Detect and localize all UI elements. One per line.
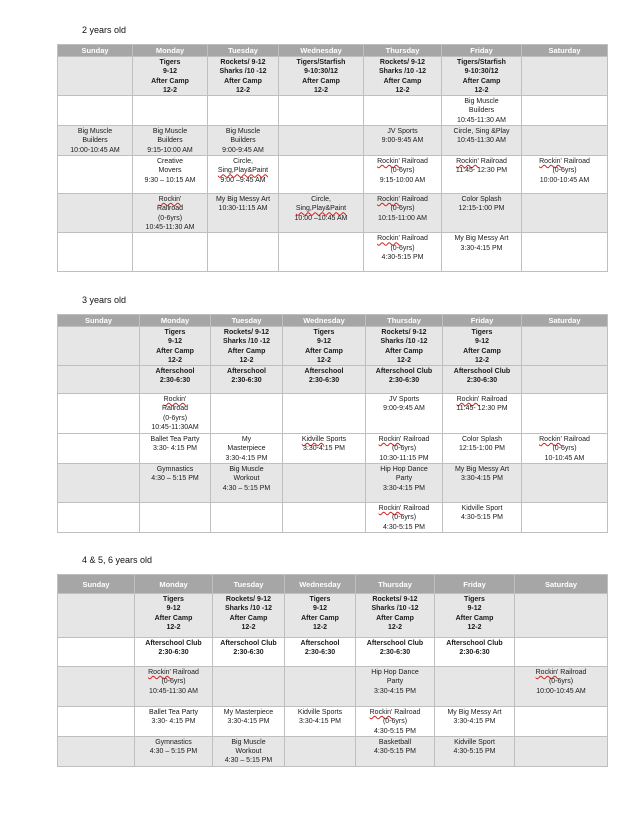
schedule-cell <box>211 464 283 503</box>
schedule-cell <box>443 464 522 503</box>
schedule-cell <box>58 707 135 737</box>
schedule-cell <box>135 638 213 667</box>
class-entry: Rockin' Railroad (0-6yrs) 10:15-11:00 AM <box>377 196 428 222</box>
day-header-tuesday: Tuesday <box>213 575 285 594</box>
class-entry: Tigers 9-12 After Camp 12-2 <box>455 596 494 631</box>
class-entry: Rockin' Railroad (0-6yrs) 4:30-5:15 PM <box>369 709 421 735</box>
day-header-saturday: Saturday <box>515 575 608 594</box>
schedule-row <box>58 594 608 638</box>
schedule-cell <box>515 707 608 737</box>
day-header-sunday: Sunday <box>58 45 133 57</box>
schedule-cell <box>366 503 443 533</box>
schedule-row <box>58 394 608 434</box>
schedule-cell <box>364 156 442 194</box>
schedule-cell <box>58 464 140 503</box>
header-row <box>58 45 608 57</box>
schedule-cell <box>208 126 279 156</box>
schedule-cell <box>58 434 140 464</box>
class-entry: Rockin' Railroad (0-6yrs) 4:30-5:15 PM <box>377 235 428 261</box>
schedule-cell <box>515 667 608 707</box>
schedule-cell <box>213 707 285 737</box>
schedule-cell <box>133 156 208 194</box>
schedule-cell <box>279 96 364 126</box>
schedule-cell <box>364 233 442 272</box>
class-entry: Afterschool 2:30-6:30 <box>227 368 266 385</box>
class-entry: My Masterpiece 3:30-4:15 PM <box>225 436 268 462</box>
schedule-cell <box>208 233 279 272</box>
schedule-cell <box>443 394 522 434</box>
schedule-cell <box>140 327 211 366</box>
day-header-friday: Friday <box>435 575 515 594</box>
schedule-row <box>58 707 608 737</box>
header-row <box>58 315 608 327</box>
schedule-cell <box>211 434 283 464</box>
schedule-table <box>57 574 608 767</box>
schedule-cell <box>366 464 443 503</box>
schedule-cell <box>435 667 515 707</box>
schedule-cell <box>58 57 133 96</box>
schedule-cell <box>515 638 608 667</box>
class-entry: Hip Hop Dance Party 3:30-4:15 PM <box>380 466 428 492</box>
schedule-cell <box>442 126 522 156</box>
schedule-cell <box>140 366 211 394</box>
class-entry: Creative Movers 9:30 – 10:15 AM <box>144 158 196 184</box>
day-header-monday: Monday <box>135 575 213 594</box>
schedule-cell <box>211 503 283 533</box>
class-entry: Afterschool 2:30-6:30 <box>300 640 340 657</box>
schedule-cell <box>285 707 356 737</box>
schedule-cell <box>442 194 522 233</box>
schedule-cell <box>58 156 133 194</box>
class-entry: Kidville Sports 3:30-4:15 PM <box>301 436 347 453</box>
schedule-cell <box>279 126 364 156</box>
schedule-cell <box>356 667 435 707</box>
schedule-cell <box>364 194 442 233</box>
schedule-cell <box>133 126 208 156</box>
schedule-cell <box>135 707 213 737</box>
class-entry: JV Sports 9:00-9:45 AM <box>383 396 425 413</box>
class-entry: Rockin' Railroad 11:45- 12:30 PM <box>455 158 508 175</box>
schedule-cell <box>522 464 608 503</box>
schedule-row <box>58 434 608 464</box>
class-entry: Big Muscle Builders 10:45-11:30 AM <box>457 98 506 124</box>
schedule-cell <box>140 394 211 434</box>
schedule-cell <box>211 394 283 434</box>
class-entry: Afterschool Club 2:30-6:30 <box>220 640 277 657</box>
schedule-row <box>58 194 608 233</box>
schedule-row <box>58 667 608 707</box>
schedule-cell <box>522 233 608 272</box>
section-title: 3 years old <box>82 295 127 305</box>
day-header-monday: Monday <box>140 315 211 327</box>
class-entry: Tigers 9-12 After Camp 12-2 <box>154 596 193 631</box>
schedule-cell <box>140 434 211 464</box>
schedule-cell <box>356 638 435 667</box>
schedule-cell <box>133 96 208 126</box>
schedule-cell <box>213 736 285 766</box>
schedule-cell <box>58 327 140 366</box>
class-entry: My Big Messy Art 3:30-4:15 PM <box>454 235 509 252</box>
class-entry: Rockin' Railroad (0-6yrs) 10:30-11:15 PM <box>378 436 430 462</box>
schedule-cell <box>211 327 283 366</box>
schedule-cell <box>58 503 140 533</box>
day-header-thursday: Thursday <box>356 575 435 594</box>
schedule-cell <box>283 327 366 366</box>
day-header-wednesday: Wednesday <box>285 575 356 594</box>
schedule-cell <box>442 96 522 126</box>
class-entry: Ballet Tea Party 3:30- 4:15 PM <box>150 436 200 453</box>
schedule-cell <box>443 503 522 533</box>
day-header-saturday: Saturday <box>522 315 608 327</box>
schedule-cell <box>283 503 366 533</box>
day-header-friday: Friday <box>442 45 522 57</box>
class-entry: JV Sports 9:00-9:45 AM <box>381 128 424 145</box>
class-entry: Gymnastics 4:30 – 5:15 PM <box>151 466 199 483</box>
schedule-cell <box>58 233 133 272</box>
class-entry: Circle, Sing,Play&Paint 10:00 –10:45 AM <box>294 196 348 222</box>
class-entry: Hip Hop Dance Party 3:30-4:15 PM <box>371 669 419 695</box>
schedule-cell <box>522 434 608 464</box>
schedule-cell <box>279 233 364 272</box>
schedule-cell <box>435 707 515 737</box>
schedule-cell <box>140 503 211 533</box>
schedule-cell <box>283 434 366 464</box>
schedule-cell <box>279 156 364 194</box>
schedule-cell <box>515 594 608 638</box>
day-header-wednesday: Wednesday <box>283 315 366 327</box>
day-header-thursday: Thursday <box>364 45 442 57</box>
schedule-table <box>57 44 608 272</box>
schedule-cell <box>58 667 135 707</box>
schedule-cell <box>435 736 515 766</box>
class-entry: Rockets/ 9-12 Sharks /10 -12 After Camp 12-2 <box>219 59 267 94</box>
class-entry: Gymnastics 4:30 – 5:15 PM <box>149 738 198 756</box>
schedule-cell <box>522 194 608 233</box>
schedule-cell <box>366 327 443 366</box>
day-header-monday: Monday <box>133 45 208 57</box>
schedule-row <box>58 156 608 194</box>
schedule-cell <box>522 366 608 394</box>
schedule-cell <box>58 594 135 638</box>
schedule-cell <box>283 366 366 394</box>
schedule-cell <box>515 736 608 766</box>
class-entry: Afterschool 2:30-6:30 <box>304 368 344 385</box>
schedule-cell <box>366 394 443 434</box>
class-entry: Tigers 9-12 After Camp 12-2 <box>151 59 189 94</box>
class-entry: Rockets/ 9-12 Sharks /10 -12 After Camp 12-2 <box>380 329 428 364</box>
schedule-cell <box>208 96 279 126</box>
class-entry: Big Muscle Workout 4:30 – 5:15 PM <box>222 466 271 492</box>
schedule-cell <box>522 327 608 366</box>
class-entry: Afterschool Club 2:30-6:30 <box>446 640 503 657</box>
schedule-cell <box>442 156 522 194</box>
schedule-cell <box>443 366 522 394</box>
class-entry: Rockin' Railroad (0-6yrs) 10:45-11:30 AM <box>145 196 195 232</box>
class-entry: Tigers 9-12 After Camp 12-2 <box>305 329 343 364</box>
class-entry: Big Muscle Builders 10:00-10:45 AM <box>70 128 120 154</box>
schedule-cell <box>366 366 443 394</box>
class-entry: My Big Messy Art 10:30-11:15 AM <box>215 196 271 213</box>
class-entry: Kidville Sport 4:30-5:15 PM <box>460 505 504 522</box>
schedule-cell <box>58 736 135 766</box>
schedule-table <box>57 314 608 533</box>
schedule-cell <box>285 638 356 667</box>
class-entry: Afterschool 2:30-6:30 <box>155 368 195 385</box>
schedule-row <box>58 57 608 96</box>
schedule-cell <box>208 57 279 96</box>
schedule-cell <box>279 194 364 233</box>
schedule-cell <box>356 594 435 638</box>
schedule-cell <box>285 736 356 766</box>
schedule-cell <box>213 638 285 667</box>
schedule-cell <box>356 707 435 737</box>
schedule-cell <box>366 434 443 464</box>
schedule-cell <box>435 638 515 667</box>
day-header-sunday: Sunday <box>58 575 135 594</box>
class-entry: Rockin' Railroad (0-6yrs) 4:30-5:15 PM <box>378 505 430 531</box>
schedule-cell <box>285 667 356 707</box>
schedule-cell <box>58 194 133 233</box>
schedule-row <box>58 464 608 503</box>
schedule-cell <box>522 126 608 156</box>
class-entry: Rockets/ 9-12 Sharks /10 -12 After Camp 12-2 <box>378 59 427 94</box>
header-row <box>58 575 608 594</box>
class-entry: Rockets/ 9-12 Sharks /10 -12 After Camp 12-2 <box>371 596 419 631</box>
class-entry: Basketball 4:30-5:15 PM <box>373 738 417 756</box>
day-header-wednesday: Wednesday <box>279 45 364 57</box>
class-entry: Color Splash 12:15-1:00 PM <box>459 436 505 453</box>
day-header-sunday: Sunday <box>58 315 140 327</box>
schedule-cell <box>364 126 442 156</box>
class-entry: Rockin' Railroad (0-6yrs) 9:15-10:00 AM <box>377 158 428 184</box>
class-entry: Circle, Sing,Play&Paint 9:00 –9:45 AM <box>217 158 269 184</box>
class-entry: Tigers/Starfish 9-10:30/12 After Camp 12-2 <box>296 59 346 94</box>
schedule-row <box>58 503 608 533</box>
schedule-cell <box>435 594 515 638</box>
schedule-row <box>58 638 608 667</box>
day-header-friday: Friday <box>443 315 522 327</box>
class-entry: Big Muscle Workout 4:30 – 5:15 PM <box>224 738 273 765</box>
class-entry: Rockin' Railroad (0-6yrs) 10:45-11:30 AM <box>148 669 199 695</box>
schedule-cell <box>522 57 608 96</box>
schedule-cell <box>58 366 140 394</box>
class-entry: Tigers/Starfish 9-10:30/12 After Camp 12-2 <box>457 59 506 94</box>
schedule-cell <box>283 464 366 503</box>
class-entry: Kidville Sports 3:30-4:15 PM <box>297 709 343 726</box>
schedule-row <box>58 366 608 394</box>
schedule-cell <box>285 594 356 638</box>
class-entry: Rockets/ 9-12 Sharks /10 -12 After Camp 12-2 <box>222 329 271 364</box>
schedule-cell <box>133 57 208 96</box>
schedule-cell <box>283 394 366 434</box>
schedule-cell <box>213 594 285 638</box>
schedule-row <box>58 327 608 366</box>
schedule-cell <box>140 464 211 503</box>
day-header-tuesday: Tuesday <box>211 315 283 327</box>
schedule-cell <box>522 503 608 533</box>
class-entry: Rockin' Railroad (0-6yrs) 10-10:45 AM <box>539 436 590 462</box>
class-entry: Tigers 9-12 After Camp 12-2 <box>301 596 339 631</box>
schedule-cell <box>135 594 213 638</box>
schedule-cell <box>208 156 279 194</box>
class-entry: Kidville Sport 4:30-5:15 PM <box>453 738 496 756</box>
schedule-cell <box>133 233 208 272</box>
class-entry: Ballet Tea Party 3:30- 4:15 PM <box>149 709 198 726</box>
class-entry: Rockin' Railroad (0-6yrs) 10:00-10:45 AM <box>535 669 587 695</box>
class-entry: Rockets/ 9-12 Sharks /10 -12 After Camp 12-2 <box>224 596 273 631</box>
class-entry: Rockin' Railroad (0-6yrs) 10:45-11:30AM <box>151 396 199 432</box>
schedule-row <box>58 736 608 766</box>
schedule-cell <box>58 394 140 434</box>
class-entry: My Masterpiece 3:30-4:15 PM <box>223 709 274 726</box>
day-header-saturday: Saturday <box>522 45 608 57</box>
class-entry: Color Splash 12:15-1:00 PM <box>458 196 505 213</box>
class-entry: My Big Messy Art 3:30-4:15 PM <box>454 466 510 483</box>
schedule-cell <box>213 667 285 707</box>
schedule-cell <box>58 96 133 126</box>
schedule-cell <box>522 96 608 126</box>
schedule-row <box>58 233 608 272</box>
class-entry: Tigers 9-12 After Camp 12-2 <box>156 329 194 364</box>
schedule-cell <box>356 736 435 766</box>
schedule-cell <box>443 434 522 464</box>
schedule-cell <box>522 156 608 194</box>
schedule-row <box>58 96 608 126</box>
schedule-cell <box>279 57 364 96</box>
section-title: 2 years old <box>82 25 127 35</box>
class-entry: Afterschool Club 2:30-6:30 <box>366 640 424 657</box>
schedule-cell <box>364 96 442 126</box>
schedule-cell <box>58 638 135 667</box>
day-header-tuesday: Tuesday <box>208 45 279 57</box>
schedule-cell <box>208 194 279 233</box>
class-entry: Rockin' Railroad (0-6yrs) 10:00-10:45 AM <box>539 158 590 184</box>
class-entry: My Big Messy Art 3:30-4:15 PM <box>447 709 502 726</box>
schedule-cell <box>442 233 522 272</box>
class-entry: Afterschool Club 2:30-6:30 <box>145 640 202 657</box>
class-entry: Afterschool Club 2:30-6:30 <box>453 368 511 385</box>
schedule-cell <box>442 57 522 96</box>
schedule-cell <box>211 366 283 394</box>
section-title: 4 & 5, 6 years old <box>82 555 153 565</box>
schedule-row <box>58 126 608 156</box>
class-entry: Afterschool Club 2:30-6:30 <box>375 368 433 385</box>
class-entry: Big Muscle Builders 9:00-9:45 AM <box>222 128 264 154</box>
schedule-cell <box>443 327 522 366</box>
class-entry: Tigers 9-12 After Camp 12-2 <box>463 329 501 364</box>
day-header-thursday: Thursday <box>366 315 443 327</box>
schedule-cell <box>58 126 133 156</box>
class-entry: Rockin' Railroad 11:45- 12:30 PM <box>456 396 508 413</box>
schedule-cell <box>364 57 442 96</box>
schedule-cell <box>135 736 213 766</box>
schedule-cell <box>135 667 213 707</box>
class-entry: Big Muscle Builders 9:15-10:00 AM <box>147 128 193 154</box>
schedule-cell <box>133 194 208 233</box>
class-entry: Circle, Sing &Play 10:45-11:30 AM <box>453 128 510 145</box>
schedule-cell <box>522 394 608 434</box>
